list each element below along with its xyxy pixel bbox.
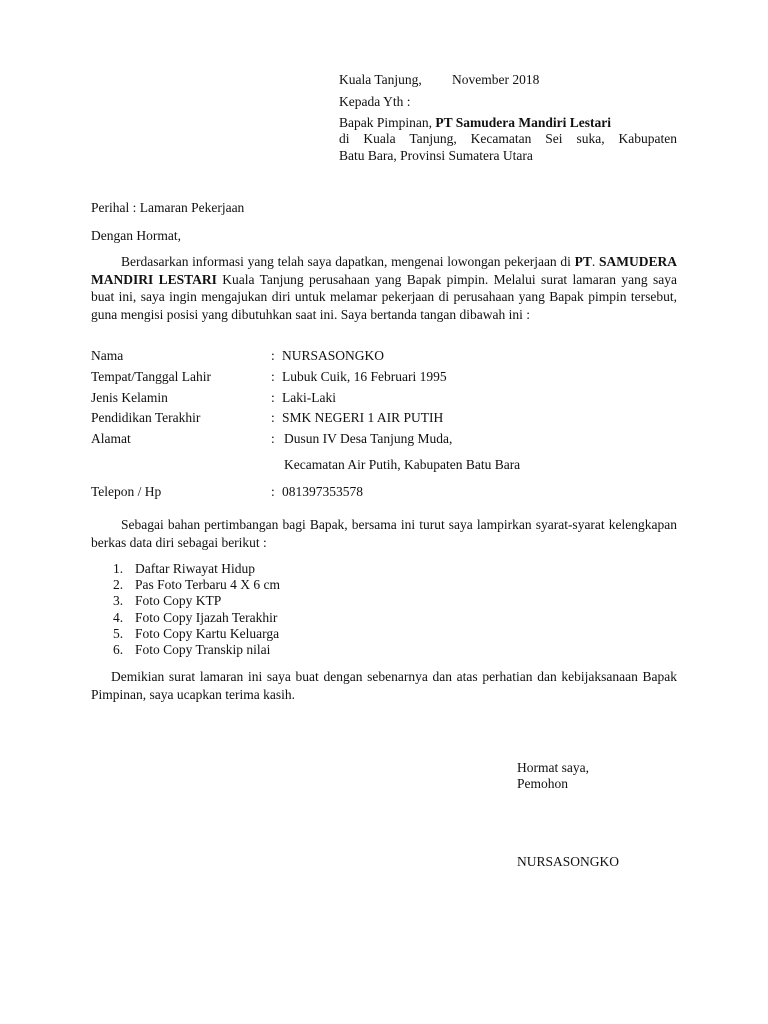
recipient-salutation: Kepada Yth :	[339, 94, 411, 109]
field-label-ttl: Tempat/Tanggal Lahir	[91, 369, 211, 384]
list-item: Foto Copy Ijazah Terakhir	[135, 610, 278, 625]
field-label-address: Alamat	[91, 431, 131, 446]
signature-role: Pemohon	[517, 776, 569, 791]
field-colon: :	[271, 390, 275, 405]
field-value-ttl: Lubuk Cuik, 16 Februari 1995	[282, 369, 447, 384]
list-item: Foto Copy Transkip nilai	[135, 642, 271, 657]
list-item-number: 4.	[113, 610, 124, 625]
field-value-education: SMK NEGERI 1 AIR PUTIH	[282, 410, 444, 425]
list-item: Foto Copy Kartu Keluarga	[135, 626, 280, 641]
intro-company-pt: PT	[574, 254, 592, 269]
signature-regards: Hormat saya,	[517, 760, 589, 775]
recipient-company: PT Samudera Mandiri Lestari	[435, 115, 612, 130]
letter-date: November 2018	[452, 72, 540, 87]
intro-paragraph	[91, 253, 677, 323]
letter-subject: Perihal : Lamaran Pekerjaan	[91, 200, 245, 215]
attachment-intro-paragraph: Sebagai bahan pertimbangan bagi Bapak, bersama ini turut saya lampirkan syarat-syarat kelengkapan berkas data diri sebagai berikut :	[91, 517, 677, 550]
field-value-address-line2: Kecamatan Air Putih, Kabupaten Batu Bara	[284, 457, 521, 472]
closing-paragraph: Demikian surat lamaran ini saya buat dengan sebenarnya dan atas perhatian dan kebijaksanaan Bapak Pimpinan, saya ucapkan terima kasih.	[91, 669, 677, 702]
list-item: Pas Foto Terbaru 4 X 6 cm	[135, 577, 281, 592]
recipient-line	[339, 115, 611, 131]
field-colon: :	[271, 431, 275, 446]
intro-dot: .	[591, 254, 599, 269]
field-colon: :	[271, 484, 275, 499]
field-colon: :	[271, 410, 275, 425]
field-value-gender: Laki-Laki	[282, 390, 336, 405]
field-value-nama: NURSASONGKO	[282, 348, 385, 363]
field-label-phone: Telepon / Hp	[91, 484, 162, 499]
field-value-phone: 081397353578	[282, 484, 363, 499]
field-label-nama: Nama	[91, 348, 124, 363]
list-item-number: 5.	[113, 626, 124, 641]
letter-greeting: Dengan Hormat,	[91, 228, 181, 243]
list-item: Foto Copy KTP	[135, 593, 222, 608]
recipient-prefix: Bapak Pimpinan,	[339, 115, 436, 130]
list-item-number: 6.	[113, 642, 124, 657]
list-item: Daftar Riwayat Hidup	[135, 561, 255, 576]
recipient-address-line1: di Kuala Tanjung, Kecamatan Sei suka, Kabupaten	[339, 131, 677, 146]
list-item-number: 3.	[113, 593, 124, 608]
intro-part2: Kuala Tanjung perusahaan yang Bapak pimpin. Melalui surat lamaran yang saya buat ini, saya ingin mengajukan diri untuk melamar pekerjaan di perusahaan yang Bapak pimpin tersebut, guna mengisi posisi yang dibutuhkan saat ini. Saya bertanda tangan dibawah ini :	[91, 271, 677, 322]
field-colon: :	[271, 369, 275, 384]
field-colon: :	[271, 348, 275, 363]
recipient-address-line2: Batu Bara, Provinsi Sumatera Utara	[339, 148, 533, 163]
intro-company-name: SAMUDERA MANDIRI LESTARI	[91, 254, 677, 287]
list-item-number: 2.	[113, 577, 124, 592]
letter-place: Kuala Tanjung,	[339, 72, 422, 87]
signature-name: NURSASONGKO	[517, 854, 620, 869]
field-label-education: Pendidikan Terakhir	[91, 410, 201, 425]
intro-part1: Berdasarkan informasi yang telah saya dapatkan, mengenai lowongan pekerjaan di	[121, 254, 575, 269]
list-item-number: 1.	[113, 561, 124, 576]
field-value-address-line1: Dusun IV Desa Tanjung Muda,	[284, 431, 453, 446]
field-label-gender: Jenis Kelamin	[91, 390, 168, 405]
